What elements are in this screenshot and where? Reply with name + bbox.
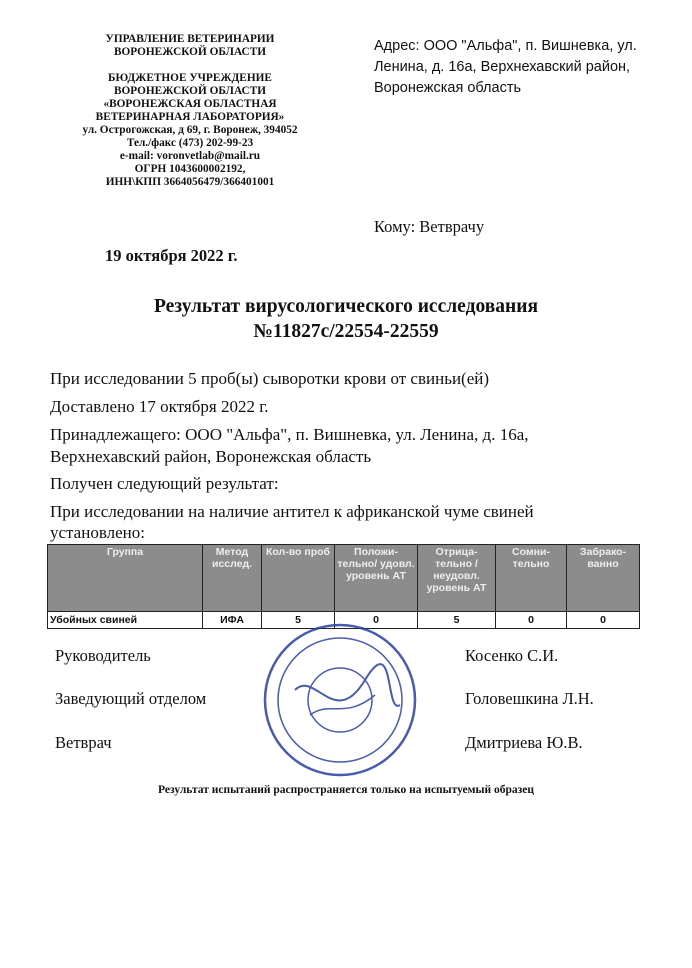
body-line: При исследовании 5 проб(ы) сыворотки крови от свиньи(ей)	[50, 369, 490, 388]
col-header: Сомни-тельно	[496, 545, 567, 612]
signature-name: Косенко С.И.	[465, 646, 559, 665]
col-header: Отрица-тельно / неудовл. уровень АТ	[418, 545, 496, 612]
org-line: БЮДЖЕТНОЕ УЧРЕЖДЕНИЕ	[108, 72, 272, 84]
org-line: ОГРН 1043600002192,	[134, 163, 246, 175]
title-line: Результат вирусологического исследования	[153, 296, 539, 317]
body-line: При исследовании на наличие антител к африканской чуме свиней	[50, 502, 534, 521]
cell: 0	[335, 612, 418, 629]
body-line: Верхнехавский район, Воронежская область	[50, 447, 372, 466]
cell: Убойных свиней	[48, 612, 203, 629]
table-header-row	[48, 545, 640, 612]
document-title	[0, 294, 692, 344]
col-header: Метод исслед.	[203, 545, 262, 612]
document-number: №11827с/22554-22559	[253, 321, 439, 342]
recipient: Кому: Ветврачу	[374, 217, 485, 236]
signature-role: Руководитель	[55, 646, 151, 665]
col-header: Кол-во проб	[262, 545, 335, 612]
signature-name: Дмитриева Ю.В.	[465, 733, 583, 752]
recipient-address: Адрес: ООО "Альфа", п. Вишневка, ул. Ленина, д. 16а, Верхнехавский район, Воронежская область	[374, 38, 637, 96]
organization-header	[55, 33, 325, 189]
results-table	[47, 544, 640, 629]
official-stamp	[235, 620, 450, 780]
org-line: УПРАВЛЕНИЕ ВЕТЕРИНАРИИ	[105, 33, 275, 45]
signature-role: Ветврач	[55, 733, 112, 752]
col-header: Группа	[48, 545, 203, 612]
col-header: Забрако-ванно	[567, 545, 640, 612]
org-line: Тел./факс (473) 202-99-23	[126, 137, 254, 149]
cell: 0	[496, 612, 567, 629]
document-date: 19 октября 2022 г.	[105, 246, 238, 265]
signature-role: Заведующий отделом	[55, 689, 207, 708]
footer-note: Результат испытаний распространяется только на испытуемый образец	[158, 784, 534, 796]
body-line: Доставлено 17 октября 2022 г.	[50, 397, 269, 416]
org-line: ВОРОНЕЖСКОЙ ОБЛАСТИ	[113, 46, 267, 58]
org-line: ВОРОНЕЖСКОЙ ОБЛАСТИ	[113, 85, 267, 97]
body-line: Получен следующий результат:	[50, 474, 279, 493]
body-line: установлено:	[50, 523, 145, 542]
cell: 0	[567, 612, 640, 629]
cell: ИФА	[203, 612, 262, 629]
signature-name: Головешкина Л.Н.	[465, 689, 594, 708]
col-header: Положи-тельно/ удовл. уровень АТ	[335, 545, 418, 612]
cell: 5	[418, 612, 496, 629]
org-line: «ВОРОНЕЖСКАЯ ОБЛАСТНАЯ	[103, 98, 277, 110]
cell: 5	[262, 612, 335, 629]
org-line: ВЕТЕРИНАРНАЯ ЛАБОРАТОРИЯ»	[95, 111, 285, 123]
org-line: e-mail: voronvetlab@mail.ru	[119, 150, 261, 162]
body-line: Принадлежащего: ООО "Альфа", п. Вишневка, ул. Ленина, д. 16а,	[50, 425, 529, 444]
org-line: ИНН\КПП 3664056479/366401001	[105, 176, 275, 188]
org-line: ул. Острогожская, д 69, г. Воронеж, 394052	[82, 124, 298, 136]
